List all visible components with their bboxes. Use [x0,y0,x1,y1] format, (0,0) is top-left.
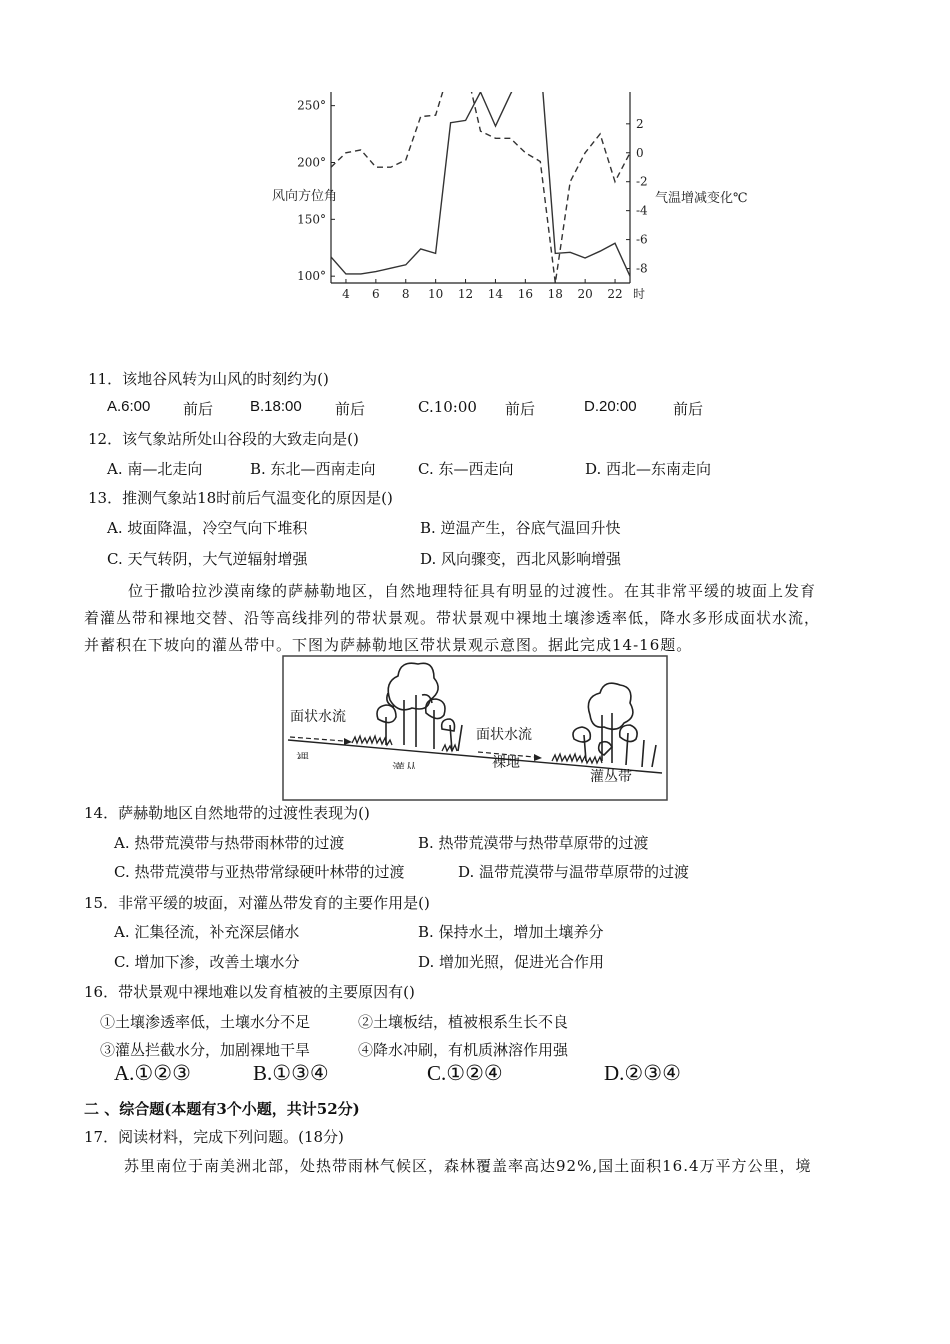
diagram-shrub-label: 灌丛带 [590,769,632,785]
q16-option-d[interactable]: D.②③④ [604,1061,681,1085]
q16-statement-1: ①土壤渗透率低，土壤水分不足 [100,1013,311,1031]
y-tick-label: 150° [297,212,326,227]
diagram-flow-label-1: 面状水流 [290,709,346,725]
y2-axis-label: 气温增减变化℃ [655,191,748,206]
q16-statement-4: ④降水冲刷，有机质淋溶作用强 [358,1041,569,1059]
y2-tick-label: -2 [636,174,648,189]
q11-option-c-suffix: 前后 [505,400,536,418]
y2-tick-label: -6 [636,232,648,247]
passage-line-3: 并蓄积在下坡向的灌丛带中。下图为萨赫勒地区带状景观示意图。据此完成14-16题。 [84,636,693,654]
q12-option-a[interactable]: A. 南—北走向 [107,460,203,478]
q16-statement-2: ②土壤板结，植被根系生长不良 [358,1013,569,1031]
q11-option-a-suffix: 前后 [183,400,214,418]
x-tick-label: 12 [457,287,474,301]
q15-option-c[interactable]: C. 增加下渗，改善土壤水分 [114,953,300,971]
y-axis-label: 风向方位角 [272,189,338,204]
y2-tick-label: -4 [636,203,648,218]
q13-stem: 13．推测气象站18时前后气温变化的原因是() [88,489,393,507]
diagram-bare-label: 裸地 [492,755,520,771]
q15-option-d[interactable]: D. 增加光照，促进光合作用 [418,953,605,971]
wind-temperature-chart [260,88,748,310]
x-tick-label: 8 [401,287,410,301]
q12-option-c[interactable]: C. 东—西走向 [418,460,514,478]
q13-option-d[interactable]: D. 风向骤变，西北风影响增强 [420,550,622,568]
q16-option-b[interactable]: B.①③④ [253,1061,329,1085]
q15-option-b[interactable]: B. 保持水土，增加土壤养分 [418,923,604,941]
x-tick-label: 22 [607,287,623,301]
q16-option-a[interactable]: A.①②③ [114,1061,191,1085]
y2-tick-label: 0 [636,145,644,160]
x-tick-label: 20 [577,287,593,301]
q16-statement-3: ③灌丛拦截水分，加剧裸地干旱 [100,1041,311,1059]
y-tick-label: 200° [297,155,326,170]
x-tick-label: 16 [517,287,533,301]
y2-tick-label: 2 [636,116,644,131]
q11-option-c[interactable]: C.10:00 [418,398,477,416]
q12-option-b[interactable]: B. 东北—西南走向 [250,460,376,478]
q17-passage-line-1: 苏里南位于南美洲北部，处热带雨林气候区，森林覆盖率高达92%,国土面积16.4万平方公里，境 [124,1157,812,1175]
x-tick-label: 10 [428,287,444,301]
section-2-title: 二 、综合题(本题有3个小题，共计52分) [84,1100,360,1118]
diagram-flow-label-2: 面状水流 [476,727,532,743]
q11-option-d-suffix: 前后 [673,400,704,418]
q12-option-d[interactable]: D. 西北—东南走向 [585,460,712,478]
x-tick-label: 14 [487,287,504,301]
q14-option-b[interactable]: B. 热带荒漠带与热带草原带的过渡 [418,834,649,852]
q14-option-c[interactable]: C. 热带荒漠带与亚热带常绿硬叶林带的过渡 [114,863,405,881]
q14-option-d[interactable]: D. 温带荒漠带与温带草原带的过渡 [458,863,690,881]
temperature-change-series-line [331,66,630,283]
q14-option-a[interactable]: A. 热带荒漠带与热带雨林带的过渡 [114,834,345,852]
sahel-landscape-diagram [282,655,668,801]
q14-stem: 14．萨赫勒地区自然地带的过渡性表现为() [84,804,370,822]
q13-option-a[interactable]: A. 坡面降温，冷空气向下堆积 [107,519,308,537]
y-tick-label: 100° [297,269,326,284]
q15-option-a[interactable]: A. 汇集径流，补充深层储水 [114,923,300,941]
q17-stem: 17．阅读材料，完成下列问题。(18分) [84,1128,344,1146]
x-unit-label: 时 [633,287,646,301]
passage-line-2: 着灌丛带和裸地交替、沿等高线排列的带状景观。带状景观中裸地土壤渗透率低，降水多形成面状水流， [84,609,821,627]
x-tick-label: 6 [372,287,380,301]
y2-tick-label: -8 [636,261,648,276]
y-tick-label: 250° [297,98,326,113]
q11-option-d[interactable]: D.20:00 [584,398,637,415]
q11-option-b[interactable]: B.18:00 [250,398,302,415]
q15-stem: 15．非常平缓的坡面，对灌丛带发育的主要作用是() [84,894,430,912]
q12-stem: 12．该气象站所处山谷段的大致走向是() [88,430,359,448]
q13-option-b[interactable]: B. 逆温产生，谷底气温回升快 [420,519,621,537]
wind-direction-series-line [331,58,630,276]
q11-stem: 11．该地谷风转为山风的时刻约为() [88,370,329,388]
passage-line-1: 位于撒哈拉沙漠南缘的萨赫勒地区，自然地理特征具有明显的过渡性。在其非常平缓的坡面上发育 [128,582,817,600]
q13-option-c[interactable]: C. 天气转阴，大气逆辐射增强 [107,550,308,568]
q16-option-c[interactable]: C.①②④ [427,1061,503,1085]
q11-option-a[interactable]: A.6:00 [107,398,151,415]
x-tick-label: 4 [342,287,350,301]
q11-option-b-suffix: 前后 [335,400,366,418]
x-tick-label: 18 [547,287,563,301]
q16-stem: 16．带状景观中裸地难以发育植被的主要原因有() [84,983,415,1001]
